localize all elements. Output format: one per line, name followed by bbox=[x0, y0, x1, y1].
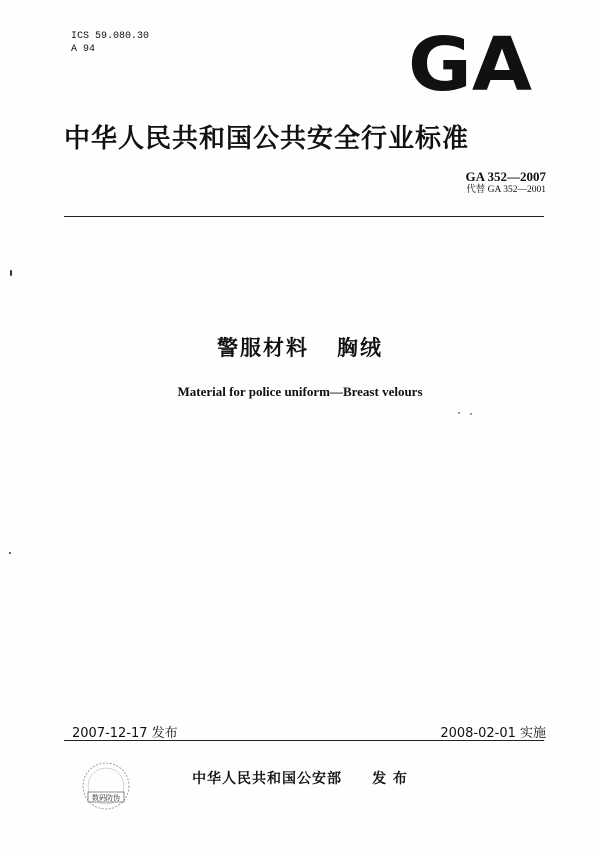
standard-category-title: 中华人民共和国公共安全行业标准 bbox=[64, 124, 470, 154]
document-title-cn bbox=[0, 332, 600, 362]
scan-speck bbox=[10, 270, 12, 276]
svg-text:数码防伪: 数码防伪 bbox=[92, 794, 120, 802]
svg-text:GA: GA bbox=[408, 33, 532, 93]
ga-logo-icon bbox=[406, 33, 534, 93]
top-divider bbox=[64, 216, 544, 217]
scan-speck bbox=[470, 413, 472, 415]
title-cn-part2: 胸绒 bbox=[336, 336, 383, 360]
standard-number: GA 352—2007 bbox=[465, 169, 546, 184]
issue-date: 2007-12-17 发布 bbox=[72, 726, 178, 741]
standard-number-block bbox=[465, 169, 546, 196]
replaces-standard: 代替 GA 352—2001 bbox=[466, 185, 546, 195]
publisher-line bbox=[0, 768, 600, 788]
ics-code: ICS 59.080.30 bbox=[71, 31, 150, 42]
publish-action: 发 布 bbox=[372, 771, 408, 787]
bottom-divider bbox=[64, 740, 544, 741]
document-title-en: Material for police uniform—Breast velours bbox=[177, 384, 423, 399]
title-cn-part1: 警服材料 bbox=[217, 336, 310, 360]
publisher-name: 中华人民共和国公安部 bbox=[192, 771, 343, 787]
ccs-code: A 94 bbox=[71, 44, 96, 55]
scan-speck bbox=[9, 552, 11, 554]
implementation-date: 2008-02-01 实施 bbox=[440, 726, 546, 741]
classification-codes bbox=[71, 30, 149, 56]
scan-speck bbox=[458, 412, 460, 414]
